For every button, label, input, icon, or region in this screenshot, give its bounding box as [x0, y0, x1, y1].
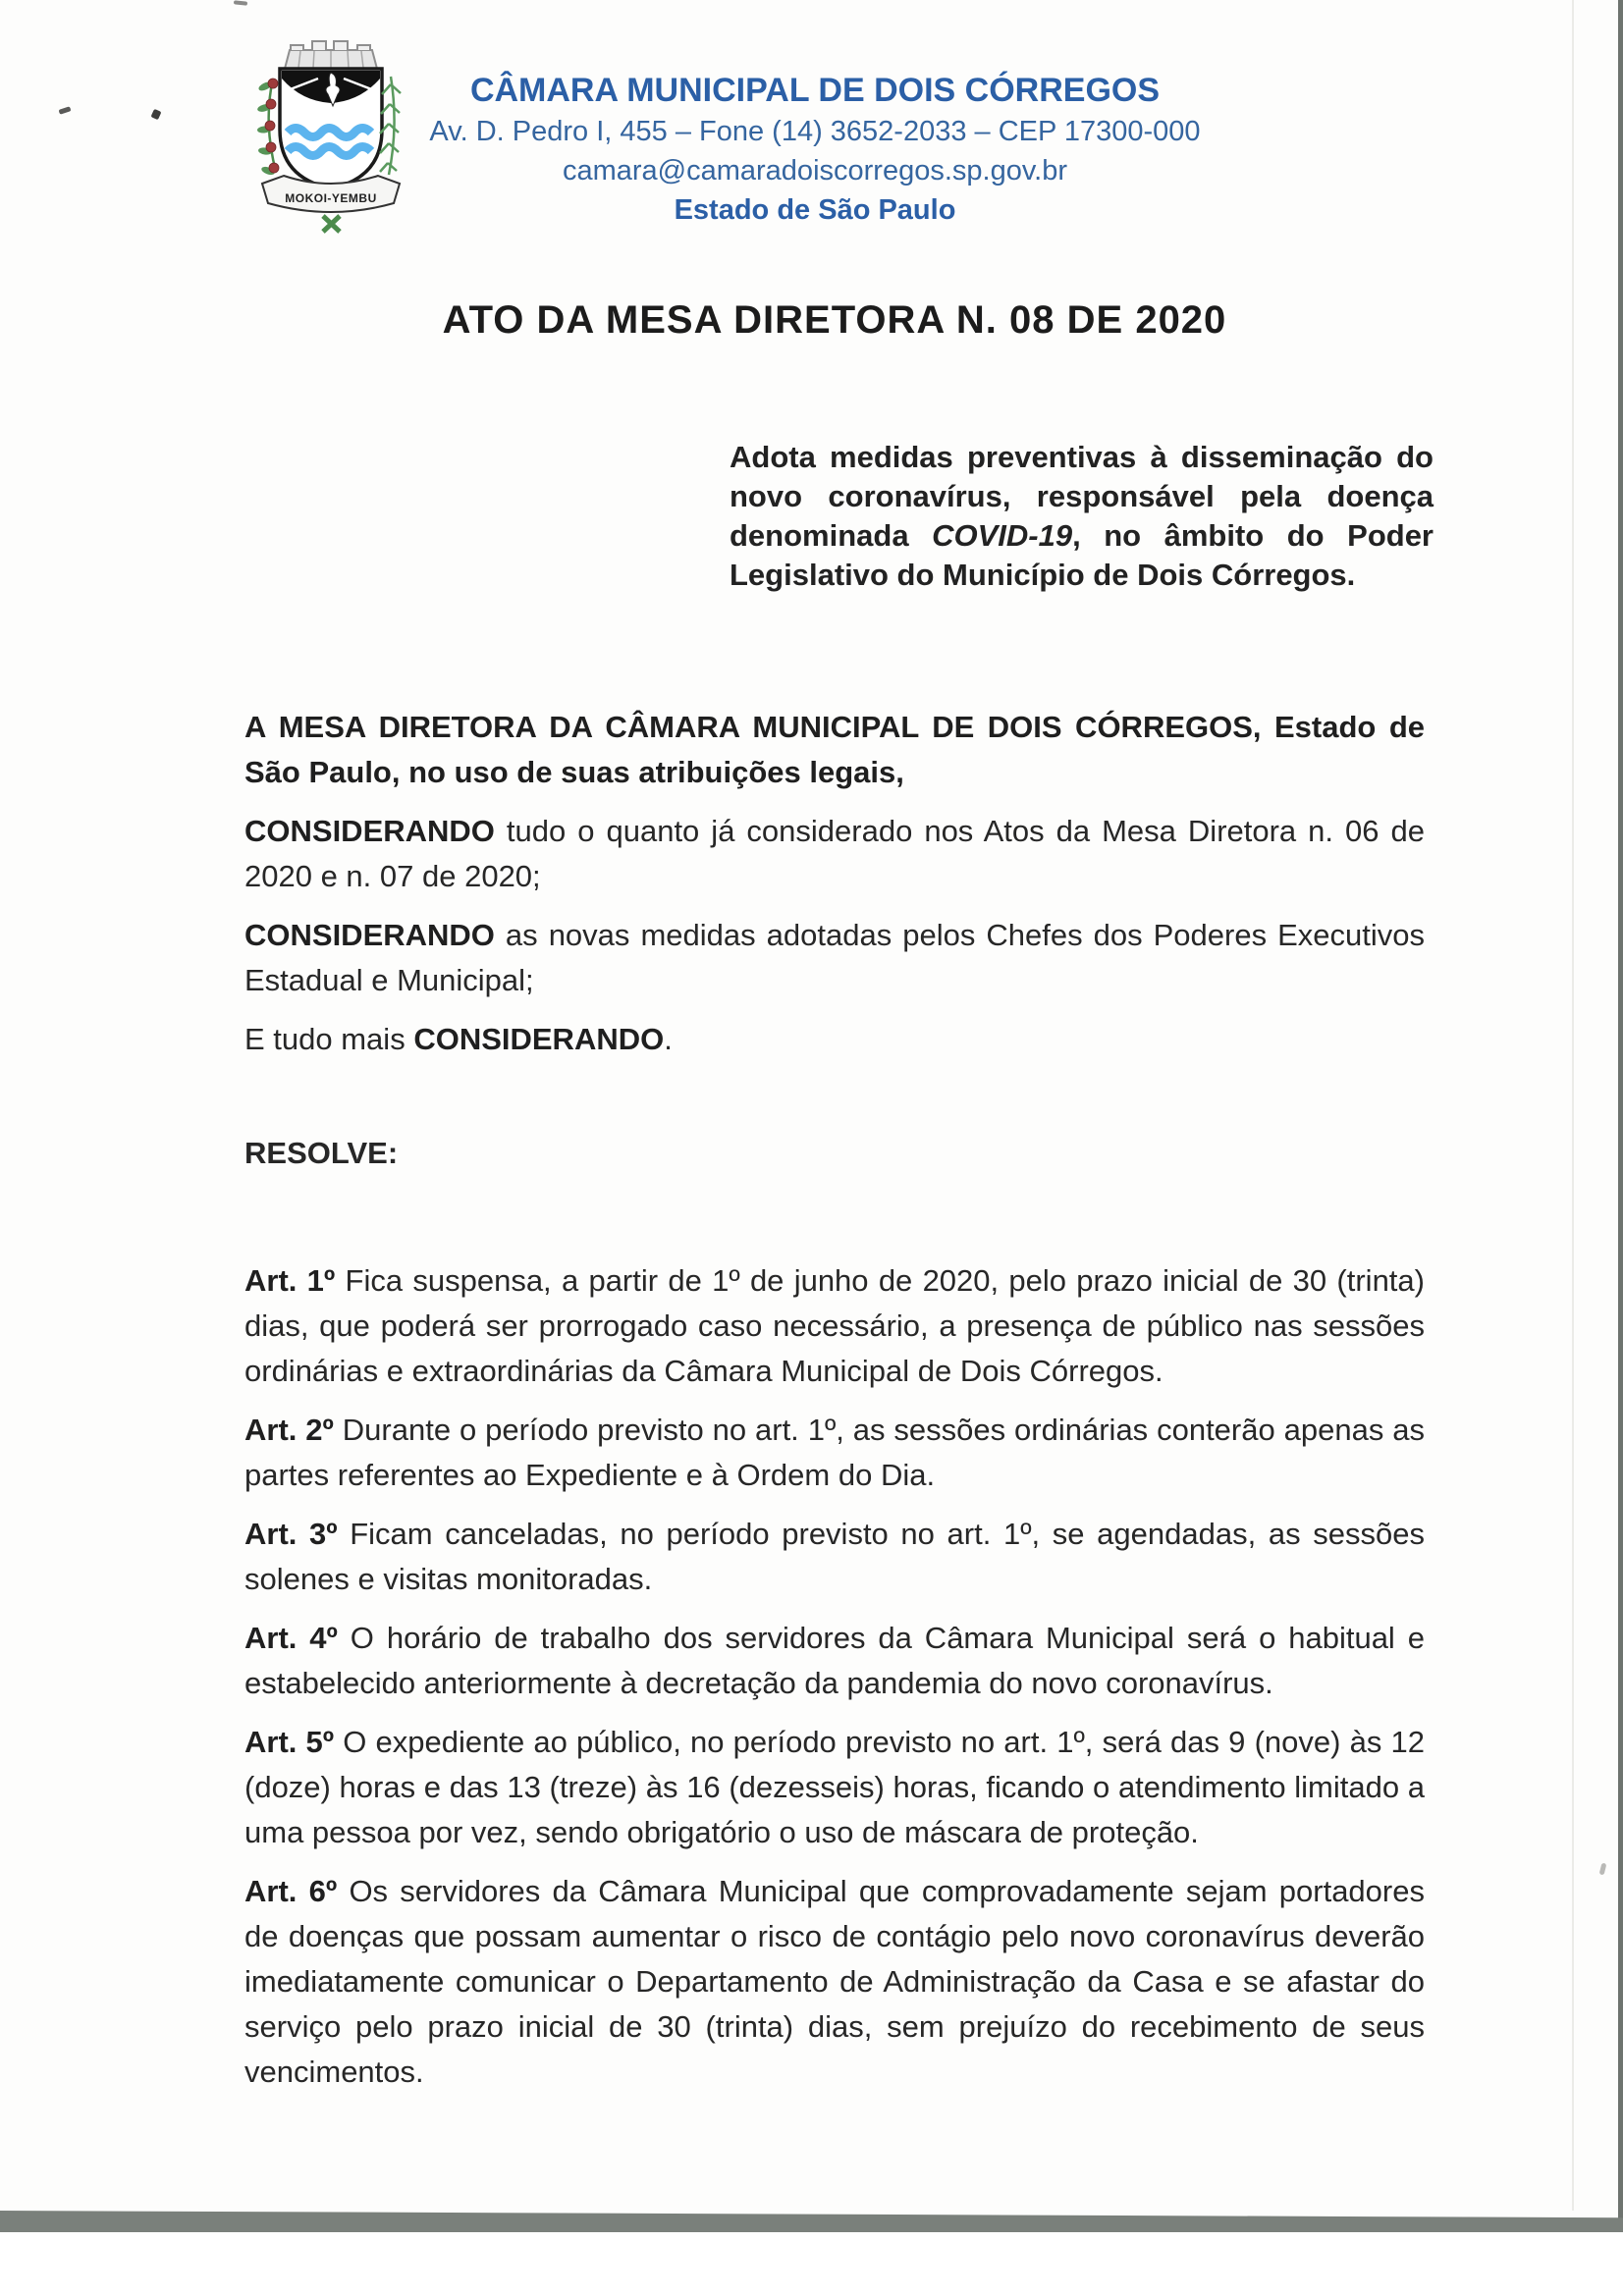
- article-paragraph: Art. 5º O expediente ao público, no período previsto no art. 1º, será das 9 (nove) às 12 (doze) horas e das 13 (treze) às 16 (dezesseis) horas, ficando o atendimento limitado a uma pessoa por vez, sendo obrigatório o uso de máscara de proteção.: [244, 1725, 1425, 1849]
- scanner-background: [0, 2232, 1623, 2296]
- document-title: ATO DA MESA DIRETORA N. 08 DE 2020: [442, 298, 1227, 342]
- email-line: camara@camaradoiscorregos.sp.gov.br: [562, 155, 1068, 187]
- crown-icon: [285, 41, 377, 69]
- article-paragraph: Art. 4º O horário de trabalho dos servidores da Câmara Municipal será o habitual e estabelecido anteriormente à decretação da pandemia do novo coronavírus.: [244, 1621, 1425, 1700]
- article-paragraph: Art. 6º Os servidores da Câmara Municipal que comprovadamente sejam portadores de doenças que possam aumentar o risco de contágio pelo novo coronavírus deverão imediatamente comunicar o Departamento de Administração da Casa e se afastar do serviço pelo prazo inicial de 30 (trinta) dias, sem prejuízo do recebimento de seus vencimentos.: [244, 1874, 1425, 2089]
- summary-text: Adota medidas preventivas à disseminação do novo coronavírus, responsável pela doença denominada: [730, 440, 1434, 553]
- state-line: Estado de São Paulo: [674, 194, 956, 226]
- scan-right-edge: [1618, 0, 1623, 2224]
- preamble-paragraph: A MESA DIRETORA DA CÂMARA MUNICIPAL DE DOIS CÓRREGOS, Estado de São Paulo, no uso de suas atribuições legais,: [244, 710, 1425, 789]
- article-paragraph: Art. 2º Durante o período previsto no art. 1º, as sessões ordinárias conterão apenas as partes referentes ao Expediente e à Ordem do Dia.: [244, 1413, 1425, 1492]
- resolve-label: RESOLVE:: [244, 1136, 399, 1170]
- document-body: [244, 705, 1425, 2109]
- address-line: Av. D. Pedro I, 455 – Fone (14) 3652-2033 – CEP 17300-000: [429, 116, 1201, 147]
- scan-speck: [59, 106, 72, 114]
- scan-speck: [1599, 1863, 1607, 1876]
- summary-text-end: , no âmbito do Poder Legislativo do Município de Dois Córregos.: [730, 518, 1434, 592]
- article-paragraph: Art. 1º Fica suspensa, a partir de 1º de junho de 2020, pelo prazo inicial de 30 (trinta) dias, que poderá ser prorrogado caso necessário, a presença de público nas sessões ordinárias e extraordinárias da Câmara Municipal de Dois Córregos.: [244, 1263, 1425, 1388]
- consideration-paragraph: CONSIDERANDO as novas medidas adotadas pelos Chefes dos Poderes Executivos Estadual e Municipal;: [244, 918, 1425, 997]
- letterhead: [177, 69, 1453, 230]
- document-summary: [730, 438, 1434, 595]
- scan-speck: [234, 0, 247, 5]
- consideration-paragraph: CONSIDERANDO tudo o quanto já considerado nos Atos da Mesa Diretora n. 06 de 2020 e n. 07 de 2020;: [244, 814, 1425, 893]
- scan-speck: [151, 109, 162, 120]
- consideration-paragraph: E tudo mais CONSIDERANDO.: [244, 1022, 673, 1056]
- scan-fold-line: [1572, 0, 1574, 2211]
- article-paragraph: Art. 3º Ficam canceladas, no período previsto no art. 1º, se agendadas, as sessões solenes e visitas monitoradas.: [244, 1517, 1425, 1596]
- crest-motto: MOKOI-YEMBU: [285, 191, 377, 205]
- summary-covid-term: COVID-19: [932, 518, 1073, 553]
- org-name: CÂMARA MUNICIPAL DE DOIS CÓRREGOS: [469, 72, 1161, 109]
